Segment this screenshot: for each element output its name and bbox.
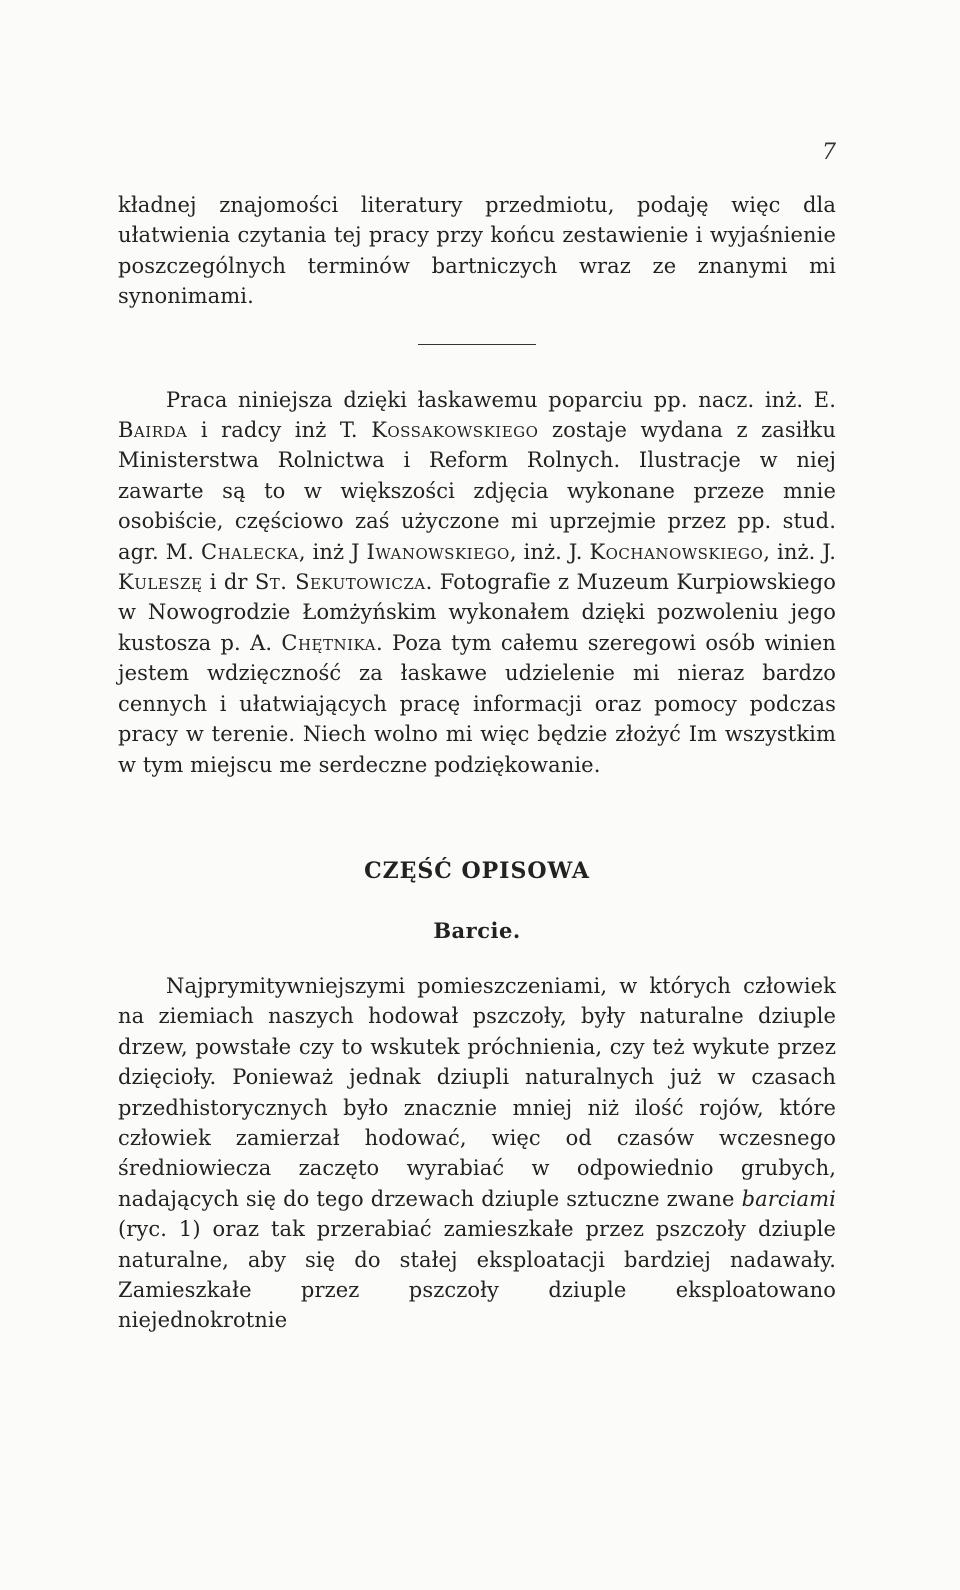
name-kochanowski: Kochanowskiego (589, 539, 764, 564)
separator-rule (418, 344, 536, 345)
ack-text-1: Praca niniejsza dzięki łaskawemu poparciu pp. nacz. inż. E. (166, 387, 836, 412)
page-content (118, 190, 836, 1336)
name-kossakowski: Kossakowskiego (371, 418, 539, 443)
ack-text-7: i dr (202, 570, 255, 595)
name-chalecka: Chalecka (201, 539, 299, 564)
name-chetnik: Chętnika (281, 630, 376, 655)
name-kulesza: Kuleszę (118, 570, 203, 595)
ack-text-2: i radcy inż T. (187, 418, 372, 443)
intro-paragraph: kładnej znajomości literatury przedmiotu, podaję więc dla ułatwienia czytania tej pracy przy końcu zestawienie i wyjaśnienie poszczególnych terminów bartniczych wraz ze znanymi mi synonimami. (118, 193, 836, 309)
page-number: 7 (822, 140, 836, 165)
subheading: Barcie. (433, 917, 521, 943)
ack-text-8: . Fotografie z Muzeum Kurpiowskiego w Nowogrodzie Łomżyńskim wykonałem dzięki pozwoleniu jego kustosza p. A. (118, 570, 836, 655)
body-paragraph (118, 971, 836, 1336)
body-text-2: (ryc. 1) oraz tak przerabiać zamieszkałe przez pszczoły dziuple naturalne, aby się do stałej eksploatacji bardziej nadawały. Zamieszkałe przez pszczoły dziuple eksploatowano niejednokrotnie (118, 1217, 836, 1333)
body-text-1: Najprymitywniejszymi pomieszczeniami, w których człowiek na ziemiach naszych hodował pszczoły, były naturalne dziuple drzew, powstałe czy to wskutek próchnienia, czy też wykute przez dzięcioły. Ponieważ jednak dziupli naturalnych już w czasach przedhistorycznych było znacznie mniej niż ilość rojów, które człowiek zamierzał hodować, więc od czasów wczesnego średniowiecza zaczęto wyrabiać w odpowiednio grubych, nadających się do tego drzewach dziuple sztuczne zwane (118, 973, 836, 1211)
name-baird: Bairda (118, 418, 188, 443)
name-sekutowicz: St. Sekutowicza (254, 570, 426, 595)
section-heading: CZĘŚĆ OPISOWA (364, 857, 590, 884)
body-italic-term: barciami (741, 1186, 836, 1211)
ack-text-3: zostaje wydana z zasiłku Ministerstwa Rolnictwa i Reform Rolnych. Ilustracje w niej zawarte są to w większości zdjęcia wykonane przeze mnie osobiście, częściowo zaś użyczone mi uprzejmie przez pp. stud. agr. M. (118, 418, 836, 564)
ack-text-6: , inż. J. (763, 539, 836, 564)
name-iwanowski: Iwanowskiego (366, 539, 510, 564)
ack-text-9: . Poza tym całemu szeregowi osób winien jestem wdzięczność za łaskawe udzielenie mi nieraz bardzo cennych i ułatwiających pracę informacji oraz pomocy podczas pracy w terenie. Niech wolno mi więc będzie złożyć Im wszystkim w tym miejscu me serdeczne podziękowanie. (118, 630, 836, 777)
acknowledgement-paragraph (118, 385, 836, 780)
ack-text-5: , inż. J. (509, 539, 590, 564)
ack-text-4: , inż J (298, 539, 367, 564)
